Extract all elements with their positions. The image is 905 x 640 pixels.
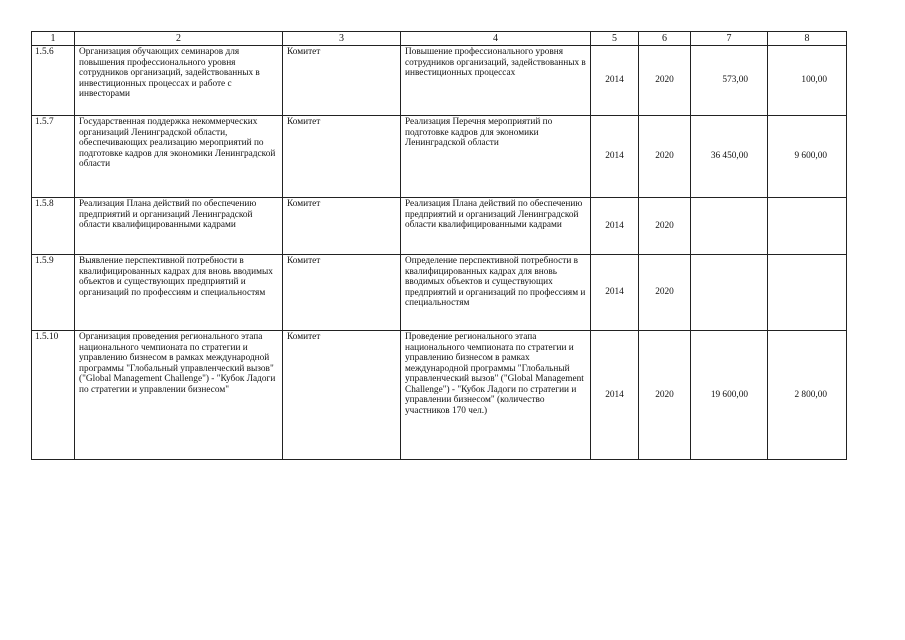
end-year: 2020 (639, 331, 691, 460)
start-year: 2014 (591, 46, 639, 116)
activity-name: Выявление перспективной потребности в квалифицированных кадрах для вновь вводимых объектов и существующих предприятий и организаций по профессиям и специальностям (75, 255, 283, 331)
column-header: 7 (691, 32, 768, 46)
start-year: 2014 (591, 255, 639, 331)
funding-amount (768, 198, 847, 255)
end-year: 2020 (639, 255, 691, 331)
column-header: 1 (32, 32, 75, 46)
column-header: 8 (768, 32, 847, 46)
funding-amount: 9 600,00 (768, 116, 847, 198)
expected-result: Реализация Плана действий по обеспечению предприятий и организаций Ленинградской области квалифицированными кадрами (401, 198, 591, 255)
executor: Комитет (283, 198, 401, 255)
total-funding (691, 198, 768, 255)
executor: Комитет (283, 116, 401, 198)
executor: Комитет (283, 255, 401, 331)
table-row (32, 331, 847, 460)
column-header: 6 (639, 32, 691, 46)
item-number: 1.5.9 (32, 255, 75, 331)
expected-result: Определение перспективной потребности в квалифицированных кадрах для вновь вводимых объектов и существующих предприятий и организаций по профессиям и специальностям (401, 255, 591, 331)
item-number: 1.5.7 (32, 116, 75, 198)
activity-name: Государственная поддержка некоммерческих организаций Ленинградской области, обеспечивающих реализацию мероприятий по подготовке кадров для экономики Ленинградской области (75, 116, 283, 198)
expected-result: Повышение профессионального уровня сотрудников организаций, задействованных в инвестиционных процессах (401, 46, 591, 116)
end-year: 2020 (639, 198, 691, 255)
column-header: 4 (401, 32, 591, 46)
item-number: 1.5.6 (32, 46, 75, 116)
funding-amount: 2 800,00 (768, 331, 847, 460)
expected-result: Проведение регионального этапа национального чемпионата по стратегии и управлению бизнесом в рамках международной программы "Глобальный управленческий вызов" ("Global Management Challenge") - "Кубок Ладоги по стратегии и управлении бизнесом" (количество участников 170 чел.) (401, 331, 591, 460)
column-header: 5 (591, 32, 639, 46)
program-activities-table (31, 31, 847, 460)
expected-result: Реализация Перечня мероприятий по подготовке кадров для экономики Ленинградской области (401, 116, 591, 198)
activity-name: Организация проведения регионального этапа национального чемпионата по стратегии и управлению бизнесом в рамках международной программы "Глобальный управленческий вызов" ("Global Management Challenge") - "Кубок Ладоги по стратегии и управлении бизнесом" (75, 331, 283, 460)
end-year: 2020 (639, 116, 691, 198)
total-funding: 36 450,00 (691, 116, 768, 198)
end-year: 2020 (639, 46, 691, 116)
table-row (32, 255, 847, 331)
funding-amount (768, 255, 847, 331)
column-header: 2 (75, 32, 283, 46)
start-year: 2014 (591, 331, 639, 460)
start-year: 2014 (591, 116, 639, 198)
total-funding: 573,00 (691, 46, 768, 116)
executor: Комитет (283, 331, 401, 460)
table-row (32, 46, 847, 116)
funding-amount: 100,00 (768, 46, 847, 116)
activity-name: Организация обучающих семинаров для повышения профессионального уровня сотрудников организаций, задействованных в инвестиционных процессах и работе с инвесторами (75, 46, 283, 116)
activity-name: Реализация Плана действий по обеспечению предприятий и организаций Ленинградской области квалифицированными кадрами (75, 198, 283, 255)
item-number: 1.5.10 (32, 331, 75, 460)
table-row (32, 198, 847, 255)
total-funding: 19 600,00 (691, 331, 768, 460)
table-row (32, 116, 847, 198)
executor: Комитет (283, 46, 401, 116)
start-year: 2014 (591, 198, 639, 255)
header-row (32, 32, 847, 46)
total-funding (691, 255, 768, 331)
item-number: 1.5.8 (32, 198, 75, 255)
column-header: 3 (283, 32, 401, 46)
